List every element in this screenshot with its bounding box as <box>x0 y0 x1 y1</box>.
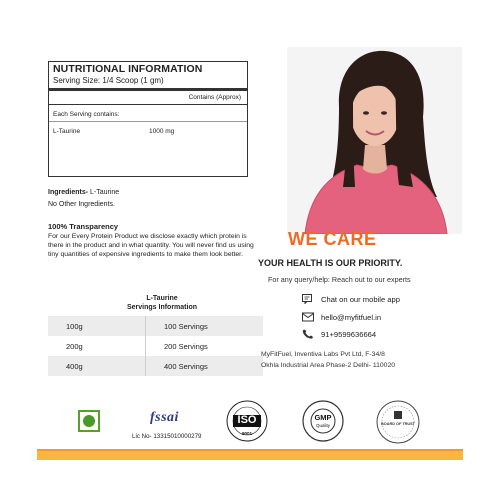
bottom-accent-strip <box>37 449 463 460</box>
phone-icon <box>302 329 314 339</box>
product-info-panel <box>37 37 463 460</box>
servings-table <box>48 316 263 376</box>
table-row <box>48 356 263 376</box>
fssai-text: fssai <box>150 410 179 425</box>
serving-size-cell: 400g <box>48 356 146 376</box>
serving-count-cell: 100 Servings <box>164 321 208 331</box>
transparency-body: For our Every Protein Product we disclose exactly which protein is there in the product and in what quantity. You will never find us using tiny quantities of expensive ingredients to make them look better. <box>48 233 254 258</box>
nutrient-value: 1000 mg <box>149 128 175 135</box>
phone-number: 91+9599636664 <box>321 329 377 339</box>
email-icon <box>302 312 314 322</box>
nutrient-name: L-Taurine <box>53 128 81 135</box>
ingredients-block <box>48 187 119 211</box>
chat-contact[interactable] <box>302 294 400 304</box>
gmp-text: GMP <box>314 413 332 422</box>
serving-count-cell: 200 Servings <box>164 341 208 351</box>
table-row <box>48 336 263 356</box>
trust-text: BOARD OF TRUST <box>381 422 415 426</box>
board-of-trust-badge-icon <box>375 399 421 445</box>
license-number: Lic No- 13315010000279 <box>132 433 202 440</box>
chat-icon <box>302 294 314 304</box>
chat-label: Chat on our mobile app <box>321 294 400 304</box>
serving-size: Serving Size: 1/4 Scoop (1 gm) <box>49 75 247 91</box>
servings-title <box>92 294 232 312</box>
iso-number: 9001 <box>241 431 252 436</box>
nutrition-title: NUTRITIONAL INFORMATION <box>53 63 203 75</box>
email-contact[interactable] <box>302 312 381 322</box>
servings-title-line1: L-Taurine <box>146 295 178 302</box>
contains-label: Contains (Approx) <box>49 91 247 105</box>
nutrition-row <box>49 122 247 135</box>
iso-text: ISO <box>237 414 257 426</box>
nutrition-table <box>48 61 248 177</box>
priority-text: YOUR HEALTH IS OUR PRIORITY. <box>258 258 403 268</box>
ingredients-value: L-Taurine <box>88 189 120 196</box>
servings-title-line2: Servings Information <box>126 304 197 311</box>
ingredients-label: Ingredients- <box>48 189 89 196</box>
customer-care-photo <box>287 47 462 234</box>
fssai-logo <box>150 408 179 426</box>
address-line: Okhla Industrial Area Phase-2 Delhi- 110020 <box>261 362 396 369</box>
address-line: MyFitFuel, Inventiva Labs Pvt Ltd, F-34/8 <box>261 351 385 358</box>
gmp-quality: Quality <box>315 423 330 428</box>
gmp-badge-icon <box>301 399 345 443</box>
phone-contact[interactable] <box>302 329 376 339</box>
query-text: For any query/help: Reach out to our experts <box>268 275 411 284</box>
serving-count-cell: 400 Servings <box>164 361 208 371</box>
other-ingredients: No Other Ingredients. <box>48 201 115 208</box>
vegetarian-mark-icon <box>78 410 100 432</box>
transparency-title: 100% Transparency <box>48 222 119 231</box>
serving-size-cell: 100g <box>48 316 146 336</box>
we-care-heading: WE CARE <box>288 229 377 249</box>
each-serving-label: Each Serving contains: <box>49 105 247 122</box>
serving-size-cell: 200g <box>48 336 146 356</box>
table-row <box>48 316 263 336</box>
company-address <box>261 349 395 371</box>
iso-badge-icon <box>225 399 269 443</box>
email-address: hello@myfitfuel.in <box>321 312 382 322</box>
